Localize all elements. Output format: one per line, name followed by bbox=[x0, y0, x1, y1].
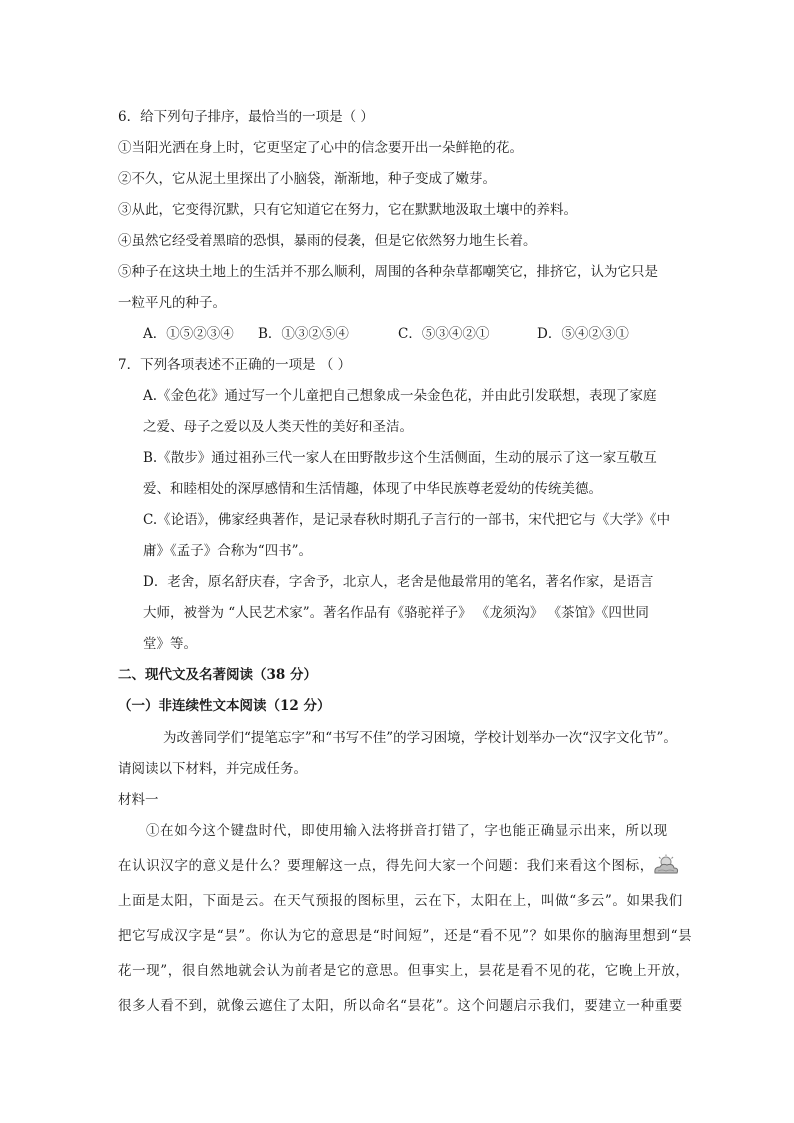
material-line-5: 花一现”，很自然地就会认为前者是它的意思。但事实上，昙花是看不见的花，它晚上开放， bbox=[118, 963, 690, 979]
material-line-3: 上面是太阳，下面是云。在天气预报的图标里，云在下，太阳在上，叫做“多云”。如果我们 bbox=[118, 893, 683, 909]
q7-option-d-line-3: 堂》等。 bbox=[143, 636, 197, 652]
material-label: 材料一 bbox=[118, 792, 159, 808]
sentence-1: ①当阳光洒在身上时，它更坚定了心中的信念要开出一朵鲜艳的花。 bbox=[118, 140, 523, 156]
q7-option-a-line-1: A.《金色花》通过写一个儿童把自己想象成一朵金色花，并由此引发联想，表现了家庭 bbox=[143, 388, 657, 404]
partly-cloudy-icon bbox=[650, 854, 680, 878]
question-7-stem: 7．下列各项表述不正确的一项是 （ ） bbox=[118, 357, 352, 373]
section-2-title: 二、现代文及名著阅读（38 分） bbox=[118, 667, 317, 683]
q7-option-b-line-2: 爱、和睦相处的深厚感情和生活情趣，体现了中华民族尊老爱幼的传统美德。 bbox=[143, 481, 602, 497]
sentence-3: ③从此，它变得沉默，只有它知道它在努力，它在默默地汲取土壤中的养料。 bbox=[118, 202, 577, 218]
intro-line-2: 请阅读以下材料，并完成任务。 bbox=[118, 761, 307, 777]
q6-option-c: C．⑤③④②① bbox=[398, 326, 490, 342]
q7-option-b-line-1: B.《散步》通过祖孙三代一家人在田野散步这个生活侧面，生动的展示了这一家互敬互 bbox=[143, 450, 657, 466]
q7-option-a-line-2: 之爱、母子之爱以及人类天性的美好和圣洁。 bbox=[143, 419, 413, 435]
q6-option-b: B．①③②⑤④ bbox=[258, 326, 349, 342]
intro-line-1: 为改善同学们“提笔忘字”和“书写不佳”的学习困境，学校计划举办一次“汉字文化节”。 bbox=[163, 730, 677, 746]
q7-option-d-line-2: 大师，被誉为 “人民艺术家”。著名作品有《骆驼祥子》 《龙须沟》 《茶馆》《四世同 bbox=[143, 605, 649, 621]
q6-option-a: A．①⑤②③④ bbox=[143, 326, 234, 342]
q6-option-d: D．⑤④②③① bbox=[537, 326, 629, 342]
sentence-2: ②不久，它从泥土里探出了小脑袋，渐渐地，种子变成了嫩芽。 bbox=[118, 171, 496, 187]
material-line-4: 把它写成汉字是“昙”。你认为它的意思是“时间短”，还是“看不见”？如果你的脑海里想到“昙 bbox=[118, 928, 693, 944]
question-6-stem: 6．给下列句子排序，最恰当的一项是（ ） bbox=[118, 109, 374, 125]
sentence-5-line-1: ⑤种子在这块土地上的生活并不那么顺利，周围的各种杂草都嘲笑它，排挤它，认为它只是 bbox=[118, 264, 658, 280]
sentence-4: ④虽然它经受着黑暗的恐惧，暴雨的侵袭，但是它依然努力地生长着。 bbox=[118, 233, 537, 249]
q7-option-c-line-1: C.《论语》，佛家经典著作，是记录春秋时期孔子言行的一部书，宋代把它与《大学》《中 bbox=[143, 512, 671, 528]
subsection-1-title: （一）非连续性文本阅读（12 分） bbox=[118, 698, 331, 714]
material-line-2: 在认识汉字的意义是什么？要理解这一点，得先问大家一个问题：我们来看这个图标， bbox=[118, 858, 654, 874]
q7-option-d-line-1: D．老舍，原名舒庆春，字舍予，北京人，老舍是他最常用的笔名，著名作家，是语言 bbox=[143, 574, 654, 590]
material-line-6: 很多人看不到，就像云遮住了太阳，所以命名“昙花”。这个问题启示我们，要建立一种重要 bbox=[118, 998, 683, 1014]
material-line-1: ①在如今这个键盘时代，即使用输入法将拼音打错了，字也能正确显示出来，所以现 bbox=[146, 823, 668, 839]
q7-option-c-line-2: 庸》《孟子》合称为“四书”。 bbox=[143, 543, 313, 559]
sentence-5-line-2: 一粒平凡的种子。 bbox=[118, 295, 226, 311]
